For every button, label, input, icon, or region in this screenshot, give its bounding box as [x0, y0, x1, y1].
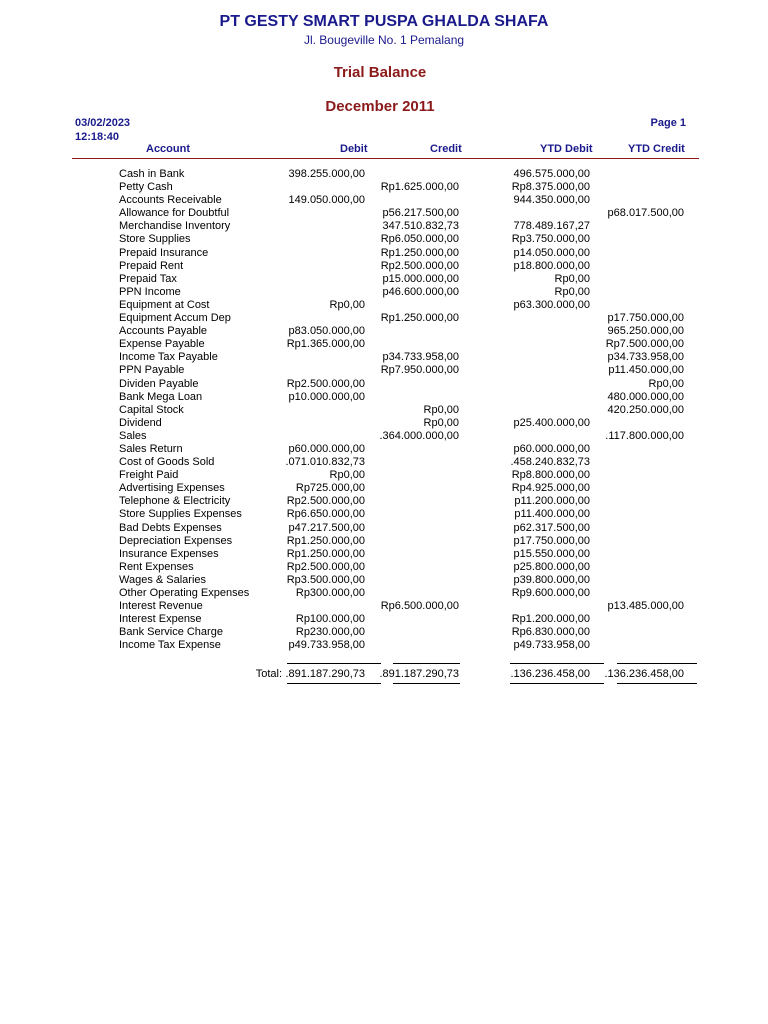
table-row [0, 548, 768, 561]
total-ytd-credit: .136.236.458,00 [604, 668, 684, 680]
report-period: December 2011 [325, 98, 435, 115]
table-row [0, 378, 768, 391]
total-rule-ytd-debit-bottom [510, 683, 604, 684]
credit-value: Rp0,00 [423, 416, 459, 429]
debit-value: Rp2.500.000,00 [286, 377, 365, 390]
table-row [0, 364, 768, 377]
ytd-debit-value: Rp0,00 [554, 272, 590, 285]
table-row [0, 338, 768, 351]
account-name: Interest Expense [119, 613, 202, 626]
total-credit: .891.187.290,73 [379, 668, 459, 680]
table-row [0, 351, 768, 364]
table-row [0, 613, 768, 626]
ytd-debit-value: p63.300.000,00 [513, 298, 590, 311]
ytd-debit-value: Rp1.200.000,00 [511, 613, 590, 626]
credit-value: Rp1.625.000,00 [380, 181, 459, 194]
account-name: Wages & Salaries [119, 573, 207, 586]
account-name: PPN Income [119, 285, 181, 298]
ytd-credit-value: p13.485.000,00 [607, 600, 684, 613]
account-name: Capital Stock [119, 403, 184, 416]
table-row [0, 247, 768, 260]
ytd-credit-value: 480.000.000,00 [607, 390, 684, 403]
credit-value: Rp6.500.000,00 [380, 600, 459, 613]
table-row [0, 508, 768, 521]
debit-value: Rp0,00 [329, 469, 365, 482]
ytd-debit-value: Rp9.600.000,00 [511, 587, 590, 599]
ytd-debit-value: p49.733.958,00 [513, 639, 590, 652]
print-date: 03/02/2023 [75, 117, 131, 129]
table-row [0, 233, 768, 246]
table-row [0, 600, 768, 613]
total-rule-debit-bottom [287, 683, 381, 684]
ytd-debit-value: p11.200.000,00 [514, 495, 590, 508]
debit-value: .071.010.832,73 [285, 456, 365, 469]
table-row [0, 469, 768, 482]
total-rule-credit-top [393, 663, 460, 664]
table-row [0, 404, 768, 417]
ytd-credit-value: p11.450.000,00 [608, 364, 684, 377]
table-row [0, 391, 768, 404]
column-header-account: Account [146, 143, 190, 155]
table-row [0, 482, 768, 495]
ytd-credit-value: 965.250.000,00 [607, 325, 684, 338]
ytd-debit-value: Rp8.800.000,00 [511, 469, 590, 482]
ytd-credit-value: Rp7.500.000,00 [605, 338, 684, 351]
ytd-debit-value: 496.575.000,00 [513, 168, 590, 180]
table-row [0, 639, 768, 652]
account-name: Merchandise Inventory [119, 220, 231, 233]
debit-value: p83.050.000,00 [288, 325, 365, 338]
debit-value: Rp230.000,00 [295, 626, 365, 639]
account-name: Equipment at Cost [119, 298, 210, 311]
debit-value: Rp2.500.000,00 [286, 560, 365, 573]
account-name: Dividen Payable [119, 377, 199, 390]
account-name: Telephone & Electricity [119, 495, 231, 508]
credit-value: Rp1.250.000,00 [380, 246, 459, 259]
credit-value: p56.217.500,00 [382, 207, 459, 220]
credit-value: 347.510.832,73 [382, 220, 459, 233]
credit-value: p46.600.000,00 [382, 285, 459, 298]
account-name: PPN Payable [119, 364, 185, 377]
company-address: Jl. Bougeville No. 1 Pemalang [303, 33, 465, 47]
debit-value: Rp300.000,00 [295, 587, 365, 599]
column-header-ytd-credit: YTD Credit [628, 143, 685, 155]
table-row [0, 325, 768, 338]
table-row [0, 181, 768, 194]
total-ytd-debit: .136.236.458,00 [510, 668, 590, 680]
total-rule-ytd-debit-top [510, 663, 604, 664]
table-row [0, 456, 768, 469]
debit-value: 398.255.000,00 [288, 168, 365, 180]
account-name: Income Tax Expense [119, 639, 221, 652]
debit-value: p47.217.500,00 [288, 521, 365, 534]
total-rule-ytd-credit-bottom [617, 683, 697, 684]
debit-value: Rp3.500.000,00 [286, 573, 365, 586]
account-name: Expense Payable [119, 338, 205, 351]
account-name: Store Supplies Expenses [119, 508, 242, 521]
column-header-debit: Debit [340, 143, 368, 155]
company-name: PT GESTY SMART PUSPA GHALDA SHAFA [219, 13, 549, 30]
ytd-debit-value: Rp6.830.000,00 [511, 626, 590, 639]
account-name: Petty Cash [119, 181, 173, 194]
ytd-debit-value: p62.317.500,00 [513, 521, 590, 534]
account-name: Dividend [119, 416, 162, 429]
totals-label: Total: [255, 668, 282, 680]
credit-value: p34.733.958,00 [382, 351, 459, 364]
column-header-ytd-debit: YTD Debit [540, 143, 593, 155]
credit-value: Rp6.050.000,00 [380, 233, 459, 246]
ytd-debit-value: p25.400.000,00 [513, 416, 590, 429]
debit-value: Rp100.000,00 [295, 613, 365, 626]
ytd-debit-value: Rp8.375.000,00 [511, 181, 590, 194]
ytd-debit-value: Rp3.750.000,00 [511, 233, 590, 246]
ytd-debit-value: p14.050.000,00 [513, 246, 590, 259]
credit-value: .364.000.000,00 [379, 429, 459, 442]
table-row [0, 587, 768, 600]
debit-value: Rp1.365.000,00 [286, 338, 365, 351]
account-name: Advertising Expenses [119, 482, 225, 495]
debit-value: p60.000.000,00 [288, 442, 365, 455]
debit-value: Rp6.650.000,00 [286, 508, 365, 521]
ytd-credit-value: p34.733.958,00 [607, 351, 684, 364]
account-name: Interest Revenue [119, 600, 203, 613]
credit-value: Rp7.950.000,00 [380, 364, 459, 377]
ytd-debit-value: p18.800.000,00 [513, 259, 590, 272]
credit-value: Rp0,00 [423, 403, 459, 416]
account-name: Cash in Bank [119, 168, 185, 180]
ytd-debit-value: 778.489.167,27 [513, 220, 590, 233]
account-name: Accounts Receivable [119, 194, 222, 207]
ytd-credit-value: p17.750.000,00 [607, 312, 684, 325]
credit-value: p15.000.000,00 [382, 272, 459, 285]
table-row [0, 443, 768, 456]
table-row [0, 535, 768, 548]
table-row [0, 561, 768, 574]
account-name: Income Tax Payable [119, 351, 218, 364]
ytd-debit-value: Rp4.925.000,00 [511, 482, 590, 495]
ytd-credit-value: 420.250.000,00 [607, 403, 684, 416]
table-row [0, 626, 768, 639]
trial-balance-rows [0, 168, 768, 652]
ytd-debit-value: p39.800.000,00 [513, 573, 590, 586]
ytd-credit-value: Rp0,00 [648, 377, 684, 390]
total-rule-credit-bottom [393, 683, 460, 684]
account-name: Insurance Expenses [119, 547, 219, 560]
print-time: 12:18:40 [75, 131, 120, 143]
ytd-debit-value: .458.240.832,73 [510, 456, 590, 469]
credit-value: Rp2.500.000,00 [380, 259, 459, 272]
ytd-debit-value: p60.000.000,00 [513, 442, 590, 455]
table-row [0, 574, 768, 587]
debit-value: Rp1.250.000,00 [286, 547, 365, 560]
debit-value: Rp1.250.000,00 [286, 534, 365, 547]
total-rule-ytd-credit-top [617, 663, 697, 664]
debit-value: p10.000.000,00 [288, 390, 365, 403]
table-row [0, 299, 768, 312]
debit-value: Rp2.500.000,00 [286, 495, 365, 508]
ytd-credit-value: p68.017.500,00 [607, 207, 684, 220]
total-rule-debit-top [287, 663, 381, 664]
debit-value: Rp0,00 [329, 298, 365, 311]
account-name: Prepaid Tax [119, 272, 177, 285]
ytd-debit-value: p11.400.000,00 [514, 508, 590, 521]
account-name: Store Supplies [119, 233, 191, 246]
credit-value: Rp1.250.000,00 [380, 312, 459, 325]
account-name: Cost of Goods Sold [119, 456, 215, 469]
ytd-debit-value: p25.800.000,00 [513, 560, 590, 573]
account-name: Rent Expenses [119, 560, 194, 573]
table-row [0, 260, 768, 273]
column-header-credit: Credit [430, 143, 462, 155]
ytd-debit-value: p15.550.000,00 [513, 547, 590, 560]
table-row [0, 273, 768, 286]
account-name: Sales [119, 429, 147, 442]
report-title: Trial Balance [333, 64, 427, 81]
table-row [0, 168, 768, 181]
table-row [0, 522, 768, 535]
account-name: Bank Mega Loan [119, 390, 203, 403]
table-row [0, 430, 768, 443]
account-name: Allowance for Doubtful [119, 207, 230, 220]
debit-value: Rp725.000,00 [295, 482, 365, 495]
account-name: Bank Service Charge [119, 626, 223, 639]
account-name: Sales Return [119, 442, 183, 455]
account-name: Equipment Accum Dep [119, 312, 231, 325]
table-row [0, 495, 768, 508]
account-name: Freight Paid [119, 469, 179, 482]
debit-value: 149.050.000,00 [288, 194, 365, 207]
page-number: Page 1 [650, 117, 686, 129]
total-debit: .891.187.290,73 [285, 668, 365, 680]
account-name: Prepaid Insurance [119, 246, 209, 259]
ytd-debit-value: p17.750.000,00 [513, 534, 590, 547]
account-name: Other Operating Expenses [119, 587, 250, 599]
account-name: Accounts Payable [119, 325, 208, 338]
account-name: Bad Debts Expenses [119, 521, 222, 534]
table-row [0, 417, 768, 430]
ytd-debit-value: 944.350.000,00 [513, 194, 590, 207]
debit-value: p49.733.958,00 [288, 639, 365, 652]
table-row [0, 207, 768, 220]
ytd-debit-value: Rp0,00 [554, 285, 590, 298]
account-name: Prepaid Rent [119, 259, 184, 272]
table-row [0, 220, 768, 233]
table-row [0, 286, 768, 299]
table-row [0, 194, 768, 207]
ytd-credit-value: .117.800.000,00 [605, 429, 684, 442]
account-name: Depreciation Expenses [119, 534, 233, 547]
header-divider [72, 158, 699, 159]
table-row [0, 312, 768, 325]
